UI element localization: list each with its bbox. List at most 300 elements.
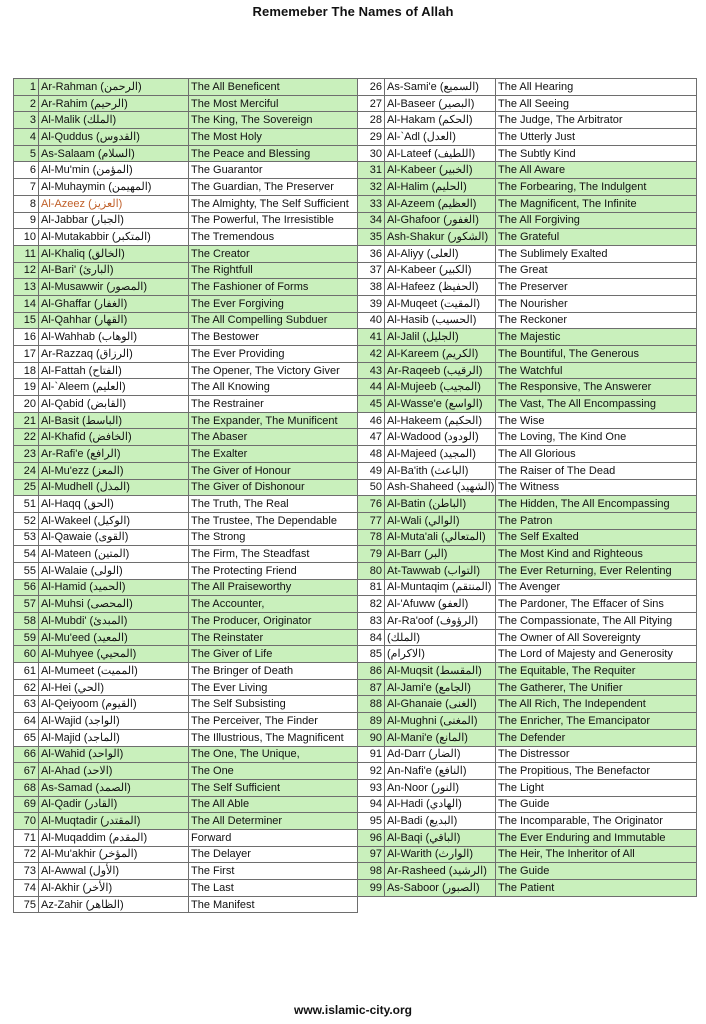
row-number: 10 [14,229,39,246]
meaning-cell: The Trustee, The Dependable [189,512,358,529]
name-cell: Ar-Rafi'e (الرافع) [39,446,189,463]
table-row [358,195,697,212]
table-row [358,112,697,129]
row-number: 9 [14,212,39,229]
table-row [14,295,358,312]
table-row [14,846,358,863]
name-cell: Al-Haqq (الحق) [39,496,189,513]
name-cell: As-Samad (الصمد) [39,779,189,796]
row-number: 57 [14,596,39,613]
table-row [358,613,697,630]
meaning-cell: The Responsive, The Answerer [496,379,697,396]
meaning-cell: The Abaser [189,429,358,446]
name-cell: Ar-Rahim (الرحيم) [39,95,189,112]
name-cell: Al-Wadood (الودود) [385,429,496,446]
row-number: 80 [358,562,385,579]
row-number: 38 [358,279,385,296]
name-cell: Al-Walaie (الولى) [39,562,189,579]
meaning-cell: The Opener, The Victory Giver [189,362,358,379]
name-cell: Al-Qeiyoom (القيوم) [39,696,189,713]
table-row [358,679,697,696]
row-number: 91 [358,746,385,763]
meaning-cell: The All Able [189,796,358,813]
name-cell: Al-Muhaymin (المهيمن) [39,179,189,196]
meaning-cell: The Firm, The Steadfast [189,546,358,563]
name-cell: Al-Ahad (الاحد) [39,763,189,780]
meaning-cell: The Delayer [189,846,358,863]
row-number: 56 [14,579,39,596]
name-cell: Al-Basit (الباسط) [39,412,189,429]
row-number: 26 [358,79,385,96]
meaning-cell: The Subtly Kind [496,145,697,162]
name-cell: Al-Qadir (القادر) [39,796,189,813]
meaning-cell: The Witness [496,479,697,496]
row-number: 55 [14,562,39,579]
name-cell: Al-Wahhab (الوهاب) [39,329,189,346]
name-cell: Ash-Shaheed (الشهيد) [385,479,496,496]
meaning-cell: The Restrainer [189,396,358,413]
meaning-cell: The Vast, The All Encompassing [496,396,697,413]
meaning-cell: The All Hearing [496,79,697,96]
table-row [14,696,358,713]
table-row [358,429,697,446]
row-number: 81 [358,579,385,596]
meaning-cell: The Illustrious, The Magnificent [189,729,358,746]
name-cell: Al-Ghaffar (الغفار) [39,295,189,312]
table-row [14,212,358,229]
table-row [358,446,697,463]
meaning-cell: The Guarantor [189,162,358,179]
meaning-cell: The Pardoner, The Effacer of Sins [496,596,697,613]
meaning-cell: The Creator [189,245,358,262]
table-row [358,295,697,312]
meaning-cell: The Exalter [189,446,358,463]
name-cell: Ar-Rasheed (الرشيد) [385,863,496,880]
row-number: 46 [358,412,385,429]
meaning-cell: The All Forgiving [496,212,697,229]
name-cell: Ash-Shakur (الشكور) [385,229,496,246]
name-cell: Al-Majeed (المجيد) [385,446,496,463]
name-cell: Al-Majid (الماجد) [39,729,189,746]
meaning-cell: The Most Holy [189,129,358,146]
meaning-cell: The Bringer of Death [189,663,358,680]
row-number: 96 [358,829,385,846]
meaning-cell: The All Praiseworthy [189,579,358,596]
meaning-cell: The Enricher, The Emancipator [496,713,697,730]
row-number: 70 [14,813,39,830]
name-cell: Al-Wasse'e (الواسع) [385,396,496,413]
meaning-cell: The Wise [496,412,697,429]
meaning-cell: The Distressor [496,746,697,763]
table-row [358,79,697,96]
meaning-cell: The Loving, The Kind One [496,429,697,446]
meaning-cell: The Giver of Life [189,646,358,663]
name-cell: Al-Jalil (الجليل) [385,329,496,346]
name-cell: Al-Jami'e (الجامع) [385,679,496,696]
meaning-cell: The Ever Forgiving [189,295,358,312]
row-number: 98 [358,863,385,880]
name-cell: Al-Muntaqim (المنتقم) [385,579,496,596]
row-number: 5 [14,145,39,162]
meaning-cell: The Tremendous [189,229,358,246]
table-row [14,663,358,680]
table-row [14,462,358,479]
meaning-cell: The Self Subsisting [189,696,358,713]
row-number: 93 [358,779,385,796]
row-number: 97 [358,846,385,863]
meaning-cell: The All Determiner [189,813,358,830]
name-cell: Al-Mani'e (المانع) [385,729,496,746]
row-number: 67 [14,763,39,780]
name-cell: Al-Muqtadir (المقتدر) [39,813,189,830]
row-number: 7 [14,179,39,196]
row-number: 53 [14,529,39,546]
row-number: 36 [358,245,385,262]
meaning-cell: The Watchful [496,362,697,379]
meaning-cell: The Guardian, The Preserver [189,179,358,196]
table-row [14,546,358,563]
row-number: 94 [358,796,385,813]
meaning-cell: The Raiser of The Dead [496,462,697,479]
table-row [14,763,358,780]
table-row [358,646,697,663]
meaning-cell: The First [189,863,358,880]
meaning-cell: The Patient [496,880,697,897]
name-cell: Ar-Rahman (الرحمن) [39,79,189,96]
table-row [358,629,697,646]
meaning-cell: The Reinstater [189,629,358,646]
name-cell: Al-Azeem (العظيم) [385,195,496,212]
name-cell: Al-Mu'min (المؤمن) [39,162,189,179]
name-cell: As-Sami'e (السميع) [385,79,496,96]
row-number: 61 [14,663,39,680]
table-row [358,696,697,713]
row-number: 62 [14,679,39,696]
row-number: 82 [358,596,385,613]
name-cell: An-Noor (النور) [385,779,496,796]
row-number: 30 [358,145,385,162]
name-cell: Al-Barr (البر) [385,546,496,563]
table-row [14,746,358,763]
row-number: 33 [358,195,385,212]
table-row [358,279,697,296]
table-row [358,179,697,196]
name-cell: Al-Mutakabbir (المتكبر) [39,229,189,246]
meaning-cell: The Incomparable, The Originator [496,813,697,830]
table-row [358,312,697,329]
row-number: 60 [14,646,39,663]
name-cell: Al-Hafeez (الحفيظ) [385,279,496,296]
name-cell: Al-`Adl (العدل) [385,129,496,146]
name-cell: Al-Halim (الحليم) [385,179,496,196]
row-number: 45 [358,396,385,413]
row-number: 23 [14,446,39,463]
row-number: 15 [14,312,39,329]
name-cell: Al-Kareem (الكريم) [385,346,496,363]
row-number: 19 [14,379,39,396]
table-row [358,512,697,529]
name-cell: Al-Muqaddim (المقدم) [39,829,189,846]
table-row [14,129,358,146]
meaning-cell: The Strong [189,529,358,546]
row-number: 28 [358,112,385,129]
name-cell: Al-Jabbar (الجبار) [39,212,189,229]
name-cell: Al-Akhir (الأخر) [39,880,189,897]
row-number: 83 [358,613,385,630]
meaning-cell: The All Aware [496,162,697,179]
meaning-cell: The Magnificent, The Infinite [496,195,697,212]
row-number: 92 [358,763,385,780]
meaning-cell: The Guide [496,796,697,813]
name-cell: As-Salaam (السلام) [39,145,189,162]
name-cell: Al-Muhyee (المحيي) [39,646,189,663]
name-cell: Al-Muqeet (المقيت) [385,295,496,312]
name-cell: Al-Mubdi' (المبدئ) [39,613,189,630]
name-cell: Al-Awwal (الأول) [39,863,189,880]
table-row [358,329,697,346]
name-cell: Az-Zahir (الظاهر) [39,896,189,913]
table-row [358,763,697,780]
table-row [358,396,697,413]
row-number: 41 [358,329,385,346]
table-row [14,362,358,379]
name-cell: Al-Hasib (الحسيب) [385,312,496,329]
row-number: 99 [358,880,385,897]
table-row [358,562,697,579]
page-title: Rememeber The Names of Allah [252,4,454,19]
table-row [14,679,358,696]
row-number: 12 [14,262,39,279]
table-row [358,796,697,813]
name-cell: Al-Mumeet (المميت) [39,663,189,680]
row-number: 22 [14,429,39,446]
row-number: 21 [14,412,39,429]
row-number: 89 [358,713,385,730]
row-number: 85 [358,646,385,663]
meaning-cell: The One [189,763,358,780]
meaning-cell: The Ever Returning, Ever Relenting [496,562,697,579]
meaning-cell: The Bountiful, The Generous [496,346,697,363]
table-row [14,112,358,129]
table-row [358,479,697,496]
table-row [14,529,358,546]
meaning-cell: The Gatherer, The Unifier [496,679,697,696]
table-row [358,813,697,830]
meaning-cell: The Hidden, The All Encompassing [496,496,697,513]
meaning-cell: The Protecting Friend [189,562,358,579]
table-row [358,663,697,680]
meaning-cell: The Owner of All Sovereignty [496,629,697,646]
meaning-cell: The Powerful, The Irresistible [189,212,358,229]
table-row [358,379,697,396]
row-number: 58 [14,613,39,630]
name-cell: As-Saboor (الصبور) [385,880,496,897]
row-number: 48 [358,446,385,463]
row-number: 35 [358,229,385,246]
meaning-cell: The Defender [496,729,697,746]
name-cell: Al-Mughni (المغنى) [385,713,496,730]
name-cell: Al-Qawaie (القوى) [39,529,189,546]
meaning-cell: The All Glorious [496,446,697,463]
row-number: 77 [358,512,385,529]
table-row [358,362,697,379]
name-cell: Al-Baseer (البصير) [385,95,496,112]
table-row [358,462,697,479]
meaning-cell: The Patron [496,512,697,529]
table-row [14,496,358,513]
row-number: 2 [14,95,39,112]
row-number: 13 [14,279,39,296]
row-number: 78 [358,529,385,546]
name-cell: Al-Mu'eed (المعيد) [39,629,189,646]
table-row [358,863,697,880]
table-row [14,162,358,179]
name-cell: Al-Ghafoor (الغفور) [385,212,496,229]
table-row [14,479,358,496]
row-number: 64 [14,713,39,730]
table-row [14,579,358,596]
row-number: 25 [14,479,39,496]
names-table-right [357,78,697,897]
meaning-cell: The Manifest [189,896,358,913]
name-cell: Al-Hamid (الحميد) [39,579,189,596]
name-cell: Al-Mu'akhir (المؤخر) [39,846,189,863]
meaning-cell: The Perceiver, The Finder [189,713,358,730]
meaning-cell: The All Compelling Subduer [189,312,358,329]
row-number: 90 [358,729,385,746]
name-cell: Al-Wali (الوالي) [385,512,496,529]
meaning-cell: The Most Kind and Righteous [496,546,697,563]
table-row [14,813,358,830]
table-row [14,629,358,646]
table-row [358,229,697,246]
meaning-cell: The Great [496,262,697,279]
row-number: 17 [14,346,39,363]
table-row [14,412,358,429]
meaning-cell: The Guide [496,863,697,880]
name-cell: (الملك) [385,629,496,646]
name-cell: Al-Qahhar (القهار) [39,312,189,329]
table-row [358,412,697,429]
row-number: 14 [14,295,39,312]
row-number: 84 [358,629,385,646]
name-cell: Al-Baqi (الباقي) [385,829,496,846]
table-row [358,95,697,112]
name-cell: Al-Hakeem (الحكيم) [385,412,496,429]
row-number: 71 [14,829,39,846]
meaning-cell: The Majestic [496,329,697,346]
meaning-cell: The Grateful [496,229,697,246]
name-cell: Al-Wahid (الواحد) [39,746,189,763]
table-row [358,829,697,846]
row-number: 75 [14,896,39,913]
table-row [358,729,697,746]
table-row [358,346,697,363]
row-number: 50 [358,479,385,496]
meaning-cell: The Expander, The Munificent [189,412,358,429]
table-row [14,596,358,613]
meaning-cell: The King, The Sovereign [189,112,358,129]
row-number: 86 [358,663,385,680]
name-cell: Al-Khaliq (الخالق) [39,245,189,262]
name-cell: Al-Muhsi (المحصى) [39,596,189,613]
row-number: 88 [358,696,385,713]
name-cell: Al-Azeez (العزيز) [39,195,189,212]
meaning-cell: The Most Merciful [189,95,358,112]
row-number: 74 [14,880,39,897]
meaning-cell: The All Rich, The Independent [496,696,697,713]
table-row [14,429,358,446]
name-cell: Al-`Aleem (العليم) [39,379,189,396]
meaning-cell: The Ever Living [189,679,358,696]
meaning-cell: The Avenger [496,579,697,596]
name-cell: Ar-Raqeeb (الرقيب) [385,362,496,379]
row-number: 27 [358,95,385,112]
table-row [14,863,358,880]
row-number: 51 [14,496,39,513]
meaning-cell: The Utterly Just [496,129,697,146]
row-number: 1 [14,79,39,96]
table-row [14,796,358,813]
row-number: 29 [358,129,385,146]
name-cell: Al-Ghanaie (الغنى) [385,696,496,713]
table-row [14,145,358,162]
table-row [14,512,358,529]
table-row [14,346,358,363]
name-cell: At-Tawwab (التواب) [385,562,496,579]
meaning-cell: The Fashioner of Forms [189,279,358,296]
name-cell: Al-Mujeeb (المجيب) [385,379,496,396]
table-row [358,529,697,546]
name-cell: Al-Fattah (الفتاح) [39,362,189,379]
row-number: 47 [358,429,385,446]
name-cell: Al-Mu'ezz (المعز) [39,462,189,479]
table-row [14,829,358,846]
table-row [14,396,358,413]
table-row [358,746,697,763]
table-row [14,896,358,913]
name-cell: Al-Muta'ali (المتعالي) [385,529,496,546]
row-number: 43 [358,362,385,379]
row-number: 16 [14,329,39,346]
footer-url: www.islamic-city.org [293,1003,413,1017]
name-cell: Al-Quddus (القدوس) [39,129,189,146]
table-row [358,145,697,162]
name-cell: Al-Wakeel (الوكيل) [39,512,189,529]
meaning-cell: The Compassionate, The All Pitying [496,613,697,630]
row-number: 63 [14,696,39,713]
row-number: 40 [358,312,385,329]
table-row [14,713,358,730]
row-number: 6 [14,162,39,179]
meaning-cell: The Nourisher [496,295,697,312]
row-number: 87 [358,679,385,696]
row-number: 68 [14,779,39,796]
name-cell: Al-Hakam (الحكم) [385,112,496,129]
name-cell: Al-'Afuww (العفو) [385,596,496,613]
meaning-cell: The All Seeing [496,95,697,112]
row-number: 54 [14,546,39,563]
row-number: 76 [358,496,385,513]
row-number: 73 [14,863,39,880]
names-table-left [13,78,358,913]
table-row [358,496,697,513]
table-row [14,329,358,346]
table-row [358,262,697,279]
table-row [358,779,697,796]
row-number: 52 [14,512,39,529]
meaning-cell: The Forbearing, The Indulgent [496,179,697,196]
